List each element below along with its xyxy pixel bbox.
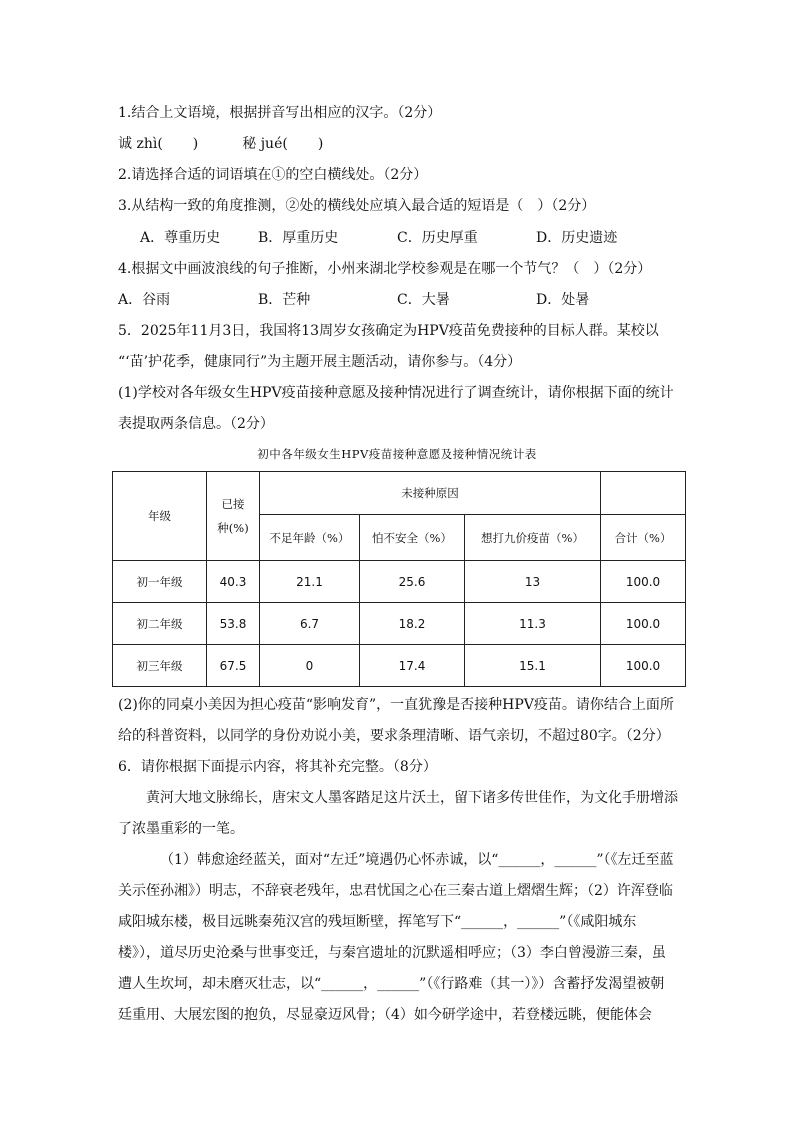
cell-vaccinated: 40.3 [207, 561, 260, 603]
cell-nine-valent: 13 [465, 561, 601, 603]
q1-blank2-prefix: 秘 jué( [242, 136, 288, 152]
header-underage: 不足年龄（%） [260, 515, 360, 561]
table-row [113, 645, 686, 687]
q5-sub2-line2: 给的科普资料，以同学的身份劝说小美，要求条理清晰、语气亲切，不超过80字。（2分） [118, 728, 670, 744]
q6-prompt: 6．请你根据下面提示内容，将其补充完整。（8分） [118, 759, 437, 775]
header-empty [601, 472, 686, 515]
header-total: 合计（%） [601, 515, 686, 561]
q3-prompt: 3.从结构一致的角度推测，②处的横线处应填入最合适的短语是（ ）（2分） [118, 198, 596, 214]
q5-sub2-line1: (2)你的同桌小美因为担心疫苗“影响发育”，一直犹豫是否接种HPV疫苗。请你结合上面所 [118, 697, 674, 713]
q4-option-d[interactable]: D．处暑 [536, 292, 590, 308]
header-grade: 年级 [113, 472, 207, 561]
header-nine-valent: 想打九价疫苗（%） [465, 515, 601, 561]
q1-blank2-suffix: ) [317, 136, 324, 152]
q3-option-a[interactable]: A．尊重历史 [140, 230, 221, 246]
cell-grade: 初三年级 [113, 645, 207, 687]
cell-total: 100.0 [601, 603, 686, 645]
cell-vaccinated: 53.8 [207, 603, 260, 645]
cell-underage: 0 [260, 645, 360, 687]
q2-prompt: 2.请选择合适的词语填在①的空白横线处。（2分） [118, 167, 428, 183]
cell-total: 100.0 [601, 645, 686, 687]
header-vaccinated: 已接 种(%) [207, 472, 260, 561]
q3-option-d[interactable]: D．历史遗迹 [536, 230, 618, 246]
q1-blank1-prefix: 诚 zhì( [118, 136, 163, 152]
table-row [113, 561, 686, 603]
q1-prompt: 1.结合上文语境，根据拼音写出相应的汉字。（2分） [118, 105, 442, 121]
hpv-stat-table [112, 471, 686, 687]
q6-body: （1）韩愈途经蓝关，面对“左迁”境遇仍心怀赤诚，以“______，______”（《左迁至蓝关示侄孙湘》）明志，不辞衰老残年，忠君忧国之心在三秦古道上熠熠生辉；（2）许浑登临咸阳城东楼，极目远眺秦苑汉宫的残垣断壁，挥笔写下“______，______”（《咸阳城东楼》），道尽历史沧桑与世事变迁，与秦宫遗址的沉默遥相呼应；（3）李白曾漫游三秦，虽遭人生坎坷，却未磨灭壮志，以“______，______”（《行路难（其一）》）含蓄抒发渴望被朝廷重用、大展宏图的抱负，尽显豪迈风骨；（4）如今研学途中，若登楼远眺，便能体会 [118, 852, 674, 1023]
cell-total: 100.0 [601, 561, 686, 603]
q5-line1: 5．2025年11月3日，我国将13周岁女孩确定为HPV疫苗免费接种的目标人群。某校以 [118, 323, 659, 339]
q4-option-a[interactable]: A．谷雨 [118, 292, 171, 308]
header-unsafe: 怕不安全（%） [360, 515, 465, 561]
cell-underage: 6.7 [260, 603, 360, 645]
cell-underage: 21.1 [260, 561, 360, 603]
cell-grade: 初一年级 [113, 561, 207, 603]
q5-sub1-line2: 表提取两条信息。（2分） [118, 416, 274, 432]
q1-blanks [118, 134, 323, 154]
table-row [113, 603, 686, 645]
q1-blank1-suffix: ) [192, 136, 199, 152]
cell-grade: 初二年级 [113, 603, 207, 645]
cell-unsafe: 18.2 [360, 603, 465, 645]
q3-option-c[interactable]: C．历史厚重 [397, 230, 478, 246]
q4-option-c[interactable]: C．大暑 [397, 292, 450, 308]
q5-line2: “‘苗’护花季，健康同行”为主题开展主题活动，请你参与。（4分） [118, 354, 522, 370]
q6-intro: 黄河大地文脉绵长，唐宋文人墨客踏足这片沃土，留下诸多传世佳作，为文化手册增添了浓墨重彩的一笔。 [118, 790, 678, 837]
cell-unsafe: 17.4 [360, 645, 465, 687]
cell-nine-valent: 15.1 [465, 645, 601, 687]
q5-sub1-line1: (1)学校对各年级女生HPV疫苗接种意愿及接种情况进行了调查统计，请你根据下面的统计 [118, 385, 674, 401]
cell-unsafe: 25.6 [360, 561, 465, 603]
cell-nine-valent: 11.3 [465, 603, 601, 645]
q4-option-b[interactable]: B．芒种 [258, 292, 311, 308]
q3-option-b[interactable]: B．厚重历史 [258, 230, 339, 246]
q4-prompt: 4.根据文中画波浪线的句子推断，小州来湖北学校参观是在哪一个节气？（ ）（2分） [118, 261, 652, 277]
header-reason-group: 未接种原因 [260, 472, 601, 515]
cell-vaccinated: 67.5 [207, 645, 260, 687]
table-caption: 初中各年级女生HPV疫苗接种意愿及接种情况统计表 [257, 447, 537, 461]
